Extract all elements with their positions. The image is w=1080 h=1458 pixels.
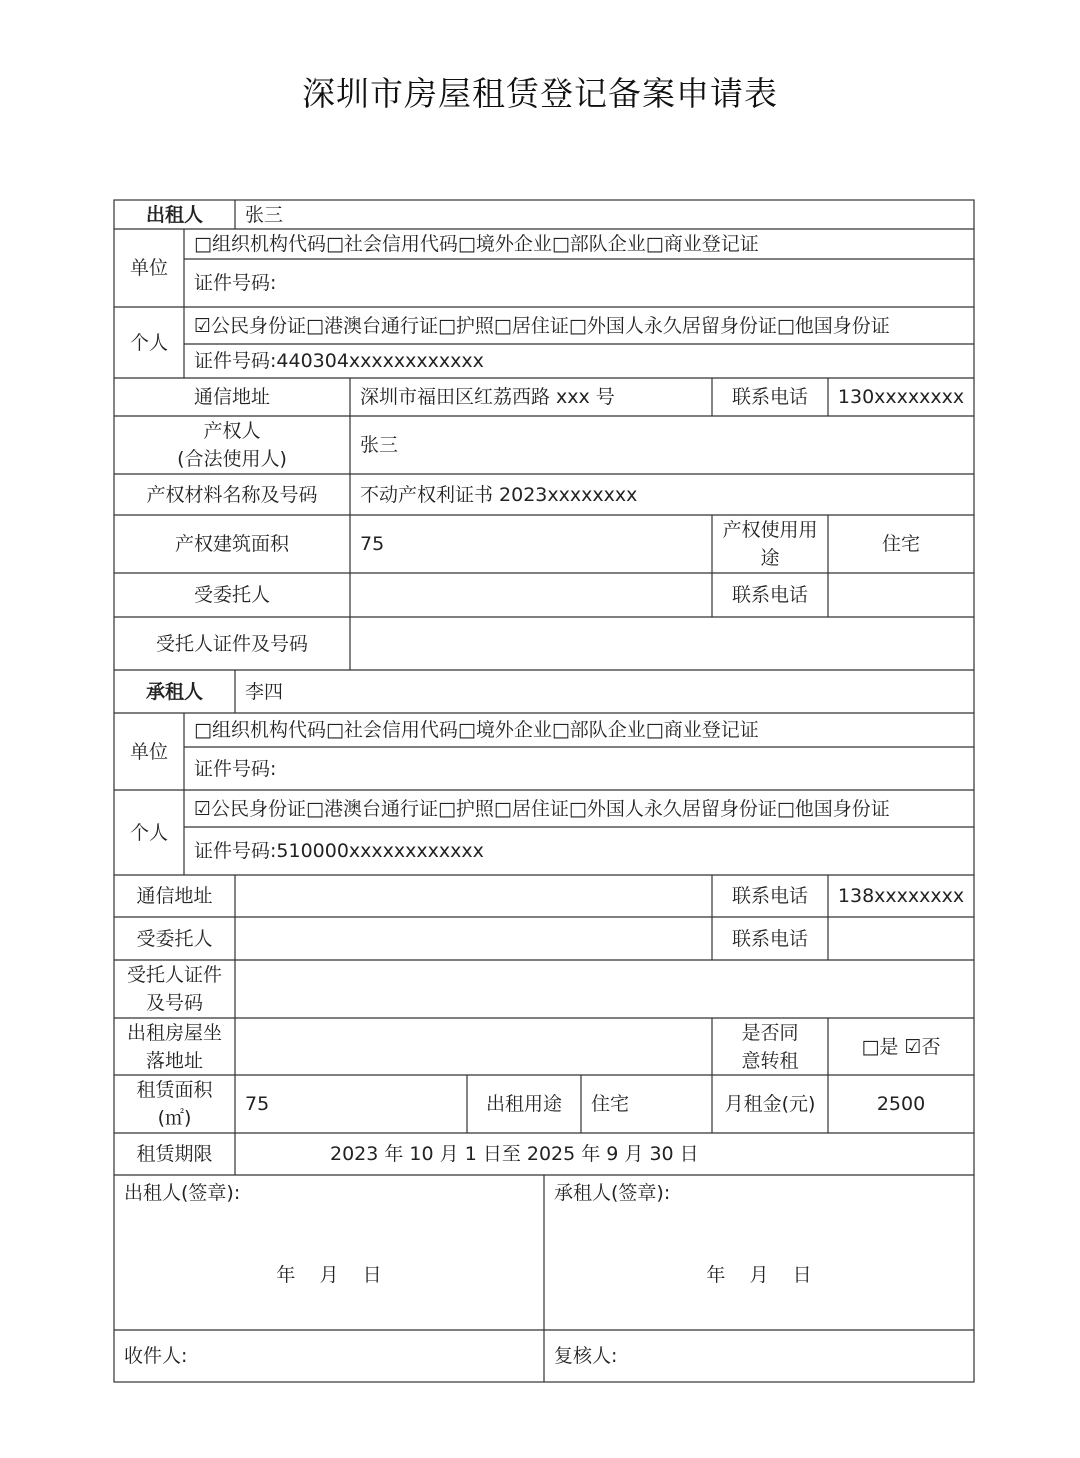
lessor-unit-id: 证件号码: [194, 272, 277, 294]
lessee-unit-options: □组织机构代码□社会信用代码□境外企业□部队企业□商业登记证 [194, 719, 759, 741]
receiver-label: 收件人: [124, 1345, 188, 1367]
lessor-name: 张三 [245, 203, 284, 226]
lessor-person-label: 个人 [129, 331, 168, 354]
reviewer-label: 复核人: [554, 1345, 618, 1367]
property-area-label: 产权建筑面积 [174, 533, 289, 555]
rent-area-label-line2: (㎡) [157, 1107, 192, 1129]
property-doc-label: 产权材料名称及号码 [146, 483, 318, 506]
property-use-label [712, 515, 828, 573]
owner-label [114, 416, 350, 474]
lessee-person-id: 证件号码:510000xxxxxxxxxxxx [194, 840, 484, 862]
lessee-agent-label: 受委托人 [136, 927, 213, 950]
lessor-agent-label: 受委托人 [193, 584, 270, 606]
lessee-label: 承租人 [145, 680, 203, 703]
lessee-signature-date: 年 月 日 [706, 1264, 812, 1286]
lessee-phone-label: 联系电话 [731, 885, 808, 907]
lessor-person-id: 证件号码:440304xxxxxxxxxxxx [194, 350, 484, 372]
lessee-person-options: ☑公民身份证□港澳台通行证□护照□居住证□外国人永久居留身份证□他国身份证 [194, 797, 890, 820]
monthly-rent-label: 月租金(元) [724, 1093, 816, 1115]
lessee-agent-id-label [114, 960, 235, 1018]
owner-label-line2: (合法使用人) [177, 448, 287, 470]
rent-area: 75 [245, 1093, 270, 1115]
lessor-address: 深圳市福田区红荔西路 xxx 号 [360, 386, 615, 408]
lease-period-label: 租赁期限 [136, 1143, 213, 1165]
lessee-signature-label: 承租人(签章): [554, 1182, 671, 1204]
lessee-agent-phone-label: 联系电话 [731, 927, 808, 950]
sublet-checkboxes[interactable]: □是 ☑否 [861, 1035, 941, 1058]
lessor-agent-phone-label: 联系电话 [731, 584, 808, 606]
house-location-label-line2: 落地址 [145, 1049, 203, 1072]
form-title: 深圳市房屋租赁登记备案申请表 [302, 74, 778, 113]
house-location-label [114, 1018, 235, 1075]
lessee-unit-id: 证件号码: [194, 757, 277, 780]
sublet-label-line2: 意转租 [741, 1049, 799, 1072]
property-use-label-line2: 途 [760, 547, 780, 569]
lessor-unit-label: 单位 [129, 257, 168, 279]
owner-label-line1: 产权人 [203, 420, 261, 442]
lessee-person-label: 个人 [129, 821, 168, 844]
house-location-label-line1: 出租房屋坐 [126, 1021, 222, 1044]
rent-use-label: 出租用途 [485, 1093, 562, 1115]
rent-use: 住宅 [591, 1093, 630, 1115]
lessor-agent-id-label: 受托人证件及号码 [155, 632, 308, 655]
lessee-name: 李四 [245, 680, 284, 703]
lessor-phone-label: 联系电话 [731, 386, 808, 408]
lessor-phone: 130xxxxxxxx [837, 386, 965, 408]
monthly-rent: 2500 [876, 1093, 926, 1115]
property-area: 75 [360, 533, 385, 555]
lessor-person-options: ☑公民身份证□港澳台通行证□护照□居住证□外国人永久居留身份证□他国身份证 [194, 314, 890, 337]
lessor-unit-options: □组织机构代码□社会信用代码□境外企业□部队企业□商业登记证 [194, 233, 759, 255]
property-use-label-line1: 产权使用用 [722, 519, 818, 541]
owner-name: 张三 [360, 434, 399, 456]
property-doc: 不动产权利证书 2023xxxxxxxx [360, 483, 638, 506]
property-use: 住宅 [881, 533, 920, 555]
rent-area-label-line1: 租赁面积 [136, 1079, 213, 1101]
lease-period: 2023 年 10 月 1 日至 2025 年 9 月 30 日 [330, 1143, 699, 1165]
lessee-agent-id-label-line1: 受托人证件 [126, 964, 222, 986]
lessee-phone: 138xxxxxxxx [837, 885, 965, 907]
sublet-label-line1: 是否同 [741, 1021, 799, 1044]
lessor-signature-label: 出租人(签章): [124, 1182, 241, 1204]
lessee-address-label: 通信地址 [136, 885, 213, 907]
sublet-label [712, 1018, 828, 1075]
lessor-address-label: 通信地址 [193, 386, 270, 408]
lessor-label: 出租人 [145, 203, 203, 226]
lessee-unit-label: 单位 [129, 740, 168, 763]
lessor-signature-date: 年 月 日 [276, 1264, 382, 1286]
rent-area-label [114, 1075, 235, 1133]
lessee-agent-id-label-line2: 及号码 [145, 992, 203, 1014]
